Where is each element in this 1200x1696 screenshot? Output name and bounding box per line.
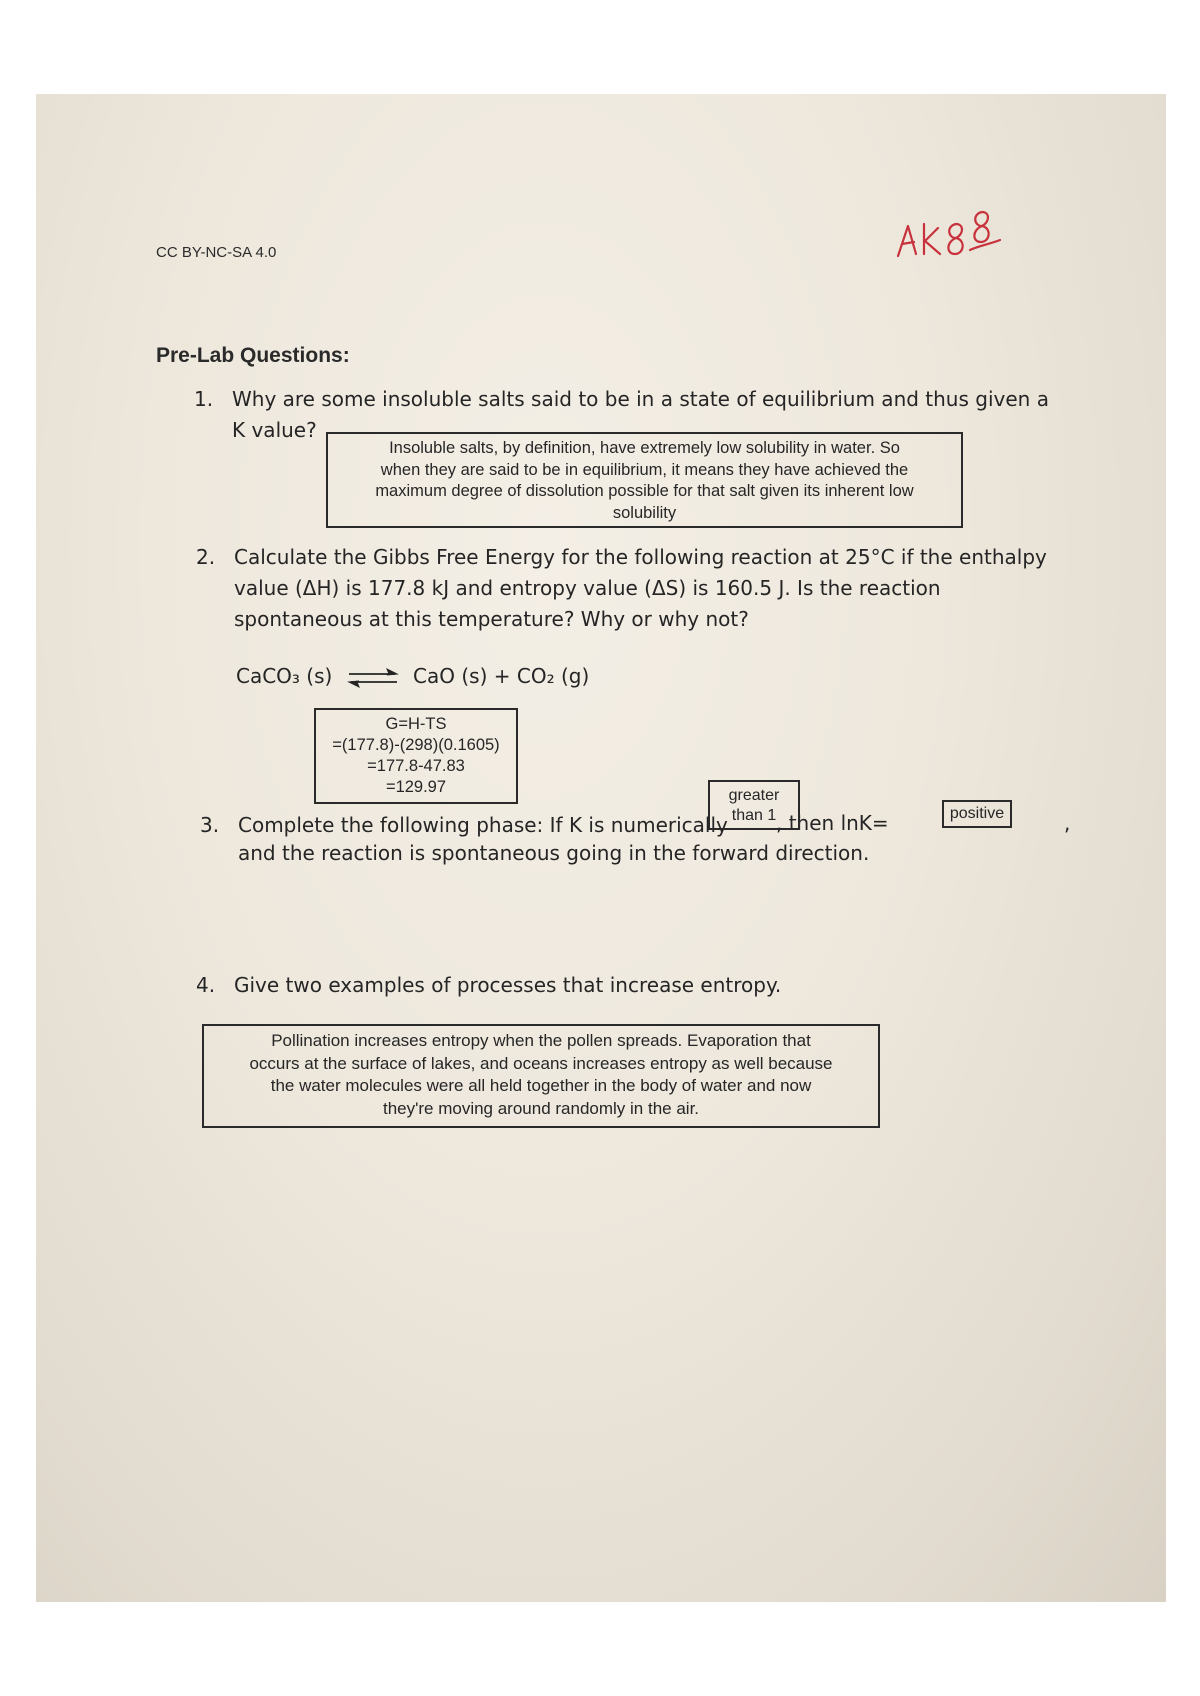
question-line: and the reaction is spontaneous going in the forward direction. (238, 841, 870, 865)
question-2 (196, 542, 1116, 642)
question-line: spontaneous at this temperature? Why or why not? (234, 607, 749, 631)
question-line: value (ΔH) is 177.8 kJ and entropy value (ΔS) is 160.5 J. Is the reaction (234, 576, 941, 600)
answer-line: =129.97 (385, 778, 447, 796)
answer-line: maximum degree of dissolution possible for that salt given its inherent low (375, 482, 914, 500)
answer-line: Insoluble salts, by definition, have extremely low solubility in water. So (389, 439, 900, 457)
answer-line: =177.8-47.83 (367, 757, 465, 775)
document-page (36, 94, 1166, 1602)
answer-box-4 (202, 1024, 880, 1128)
question-number: 2. (196, 545, 216, 569)
question-line: Calculate the Gibbs Free Energy for the following reaction at 25°C if the enthalpy (234, 545, 1047, 569)
answer-line: G=H-TS (385, 715, 447, 733)
question-4 (196, 970, 1096, 1006)
answer-box-2 (314, 708, 518, 804)
equation-products: CaO (s) + CO₂ (g) (413, 664, 590, 688)
question-line: Why are some insoluble salts said to be in a state of equilibrium and thus given a (232, 387, 1049, 411)
answer-line: =(177.8)-(298)(0.1605) (332, 736, 500, 754)
question-text-before: Complete the following phase: If K is numerically (238, 813, 728, 837)
answer-line: when they are said to be in equilibrium, it means they have achieved the (380, 460, 909, 479)
question-number: 4. (196, 973, 216, 997)
answer-line: solubility (612, 503, 677, 522)
page-title: Pre-Lab Questions: (156, 344, 350, 367)
question-line: K value? (232, 418, 317, 442)
answer-blank-1 (708, 780, 800, 830)
answer-line: Pollination increases entropy when the pollen spreads. Evaporation that (271, 1031, 811, 1050)
answer-box-1 (326, 432, 963, 528)
answer-line: they're moving around randomly in the air. (382, 1098, 700, 1118)
answer-line: than 1 (731, 807, 777, 824)
answer-line: occurs at the surface of lakes, and oceans increases entropy as well because (249, 1053, 833, 1073)
equilibrium-arrows-icon (345, 667, 401, 689)
chemical-equation (236, 664, 589, 689)
question-number: 1. (194, 387, 214, 411)
answer-line: the water molecules were all held together in the body of water and now (270, 1076, 812, 1095)
question-text-middle: , then lnK= (776, 811, 889, 835)
answer-blank-2 (942, 800, 1012, 828)
question-line: Give two examples of processes that increase entropy. (234, 973, 782, 997)
answer-line: positive (949, 805, 1005, 822)
question-number: 3. (200, 813, 220, 837)
answer-line: greater (728, 787, 780, 804)
license-label: CC BY-NC-SA 4.0 (156, 244, 277, 261)
equation-reactant: CaCO₃ (s) (236, 664, 333, 688)
question-text-end: , (1064, 811, 1071, 835)
handwritten-mark (894, 204, 1004, 264)
